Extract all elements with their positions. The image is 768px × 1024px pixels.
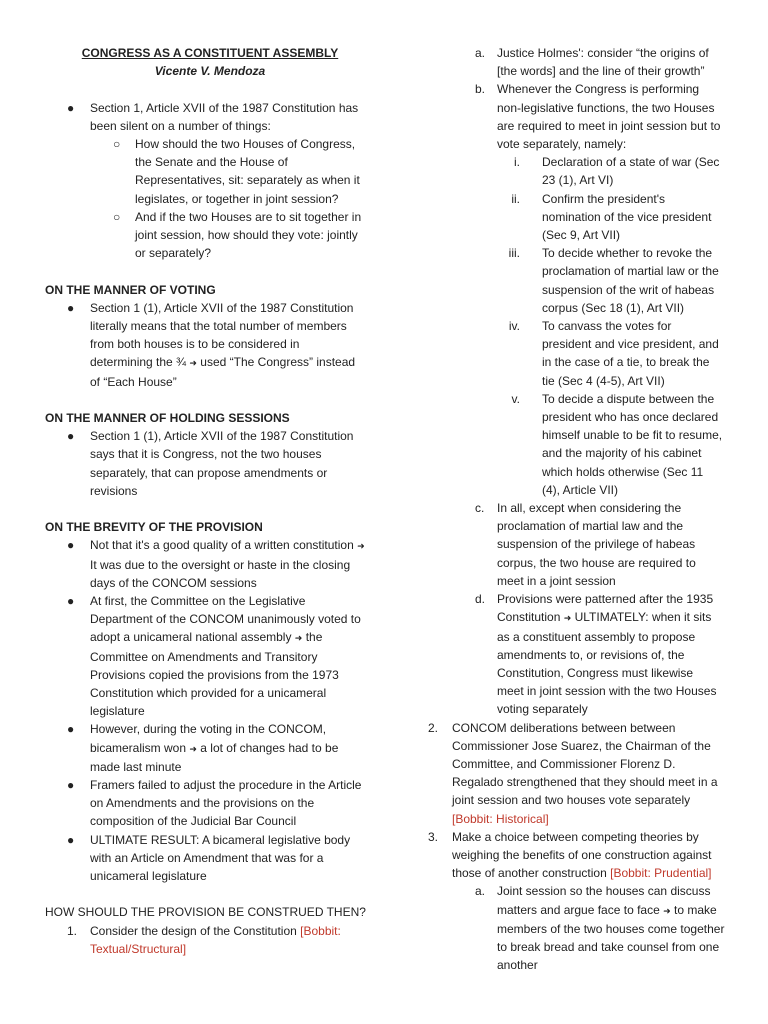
- list-item: [398, 44, 722, 80]
- list-number: 2.: [428, 720, 439, 735]
- bullet-icon: ●: [67, 778, 75, 793]
- roman-text: Declaration of a state of war (Sec 23 (1), Art VI): [542, 155, 720, 188]
- brevity-5: ULTIMATE RESULT: A bicameral legislative body with an Article on Amendment that was for a unicameral legislature: [90, 832, 351, 884]
- roman-numeral: v.: [511, 391, 520, 406]
- brevity-1a: Not that it's a good quality of a written constitution: [90, 538, 354, 553]
- list-item: [45, 299, 360, 391]
- bullet-icon: ●: [67, 594, 75, 609]
- list-letter: a.: [475, 884, 486, 899]
- arrow-icon: ➜: [189, 358, 197, 369]
- roman-numeral: iv.: [508, 319, 520, 334]
- bullet-icon: ●: [67, 832, 75, 847]
- brevity-3a: However, during the voting in the CONCOM, bicameralism won: [90, 722, 327, 755]
- brevity-2a: At first, the Committee on the Legislative Department of the CONCOM unanimously voted to adopt a unicameral national assembly: [90, 594, 361, 645]
- construed-c: In all, except when considering the proclamation of martial law and the suspension of the privilege of habeas corpus, the two house are required to meet in a joint session: [497, 501, 696, 588]
- voting-text-a: Section 1 (1), Article XVII of the 1987 Constitution literally means that the total number of members from both houses is to be considered in determining the ¾: [90, 300, 354, 370]
- roman-numeral: i.: [514, 155, 520, 170]
- list-item: [398, 719, 724, 828]
- brevity-1b: It was due to the oversight or haste in the closing days of the CONCOM sessions: [90, 557, 351, 590]
- list-item: [45, 720, 365, 776]
- list-item: [45, 776, 365, 831]
- construed-heading: HOW SHOULD THE PROVISION BE CONSTRUED THEN?: [45, 905, 366, 920]
- arrow-icon: ➜: [294, 633, 303, 644]
- left-column: [45, 44, 375, 958]
- list-item: [45, 592, 365, 720]
- roman-text: To decide a dispute between the president who has once declared himself unable to be fit to resume, and the majority of his cabinet which holds otherwise (Sec 11 (4), Article VII): [542, 391, 723, 497]
- arrow-icon: ➜: [663, 905, 671, 916]
- roman-text: To decide whether to revoke the proclamation of martial law or the suspension of the writ of habeas corpus (Sec 18 (1), Art VII): [542, 246, 719, 315]
- list-number: 3.: [428, 829, 439, 844]
- arrow-icon: ➜: [563, 613, 572, 624]
- roman-numeral: iii.: [508, 246, 520, 261]
- list-item: [398, 190, 724, 245]
- list-item: [45, 99, 375, 135]
- list-item: [45, 208, 365, 263]
- brevity-heading: ON THE BREVITY OF THE PROVISION: [45, 520, 263, 535]
- construed-3a-b: to make members of the two houses come together to break bread and take counsel from one another: [497, 902, 725, 973]
- bullet-icon: ●: [67, 722, 75, 737]
- list-item: [398, 153, 724, 189]
- list-item: [398, 882, 725, 974]
- hollow-bullet-icon: ○: [113, 209, 121, 224]
- list-item: [398, 828, 724, 883]
- construed-a: Justice Holmes': consider “the origins of [the words] and the line of their growth”: [497, 46, 709, 79]
- document-title: CONGRESS AS A CONSTITUENT ASSEMBLY: [81, 46, 339, 60]
- construed-d-b: ULTIMATELY: when it sits as a constituent assembly to propose amendments to, or revisions of, the Constitution, Congress must likewise meet in joint session with the two Houses voting separately: [497, 610, 717, 717]
- voting-heading: ON THE MANNER OF VOTING: [45, 282, 216, 297]
- sessions-heading: ON THE MANNER OF HOLDING SESSIONS: [45, 411, 290, 426]
- list-item: [45, 135, 365, 208]
- construed-item-3: Make a choice between competing theories by weighing the benefits of one construction against those of another construction: [452, 829, 712, 881]
- arrow-icon: ➜: [189, 743, 197, 754]
- construed-item-1: Consider the design of the Constitution: [90, 923, 297, 938]
- list-letter: c.: [475, 501, 485, 516]
- roman-text: Confirm the president's nomination of the vice president (Sec 9, Art VII): [542, 191, 712, 243]
- list-item: [45, 922, 365, 958]
- document-author: Vicente V. Mendoza: [154, 64, 266, 79]
- bullet-icon: ●: [67, 429, 75, 444]
- hollow-bullet-icon: ○: [113, 137, 121, 151]
- construed-item-2: CONCOM deliberations between between Commissioner Jose Suarez, the Chairman of the Committee, and Commissioner Florenz D. Regalado strengthened that they should meet in a joint session and two houses vote separately: [452, 720, 718, 808]
- sessions-text: Section 1 (1), Article XVII of the 1987 Constitution says that it is Congress, not the two houses separately, that can propose amendments or revisions: [90, 429, 354, 498]
- bullet-icon: ●: [67, 300, 75, 315]
- list-item: [398, 244, 724, 317]
- construed-b: Whenever the Congress is performing non-legislative functions, the two Houses are required to meet in joint session but to vote separately, namely:: [497, 82, 721, 152]
- brevity-2b: the Committee on Amendments and Transitory Provisions copied the provisions from the 1973 Constitution which provided for a unicameral legislature: [90, 630, 339, 719]
- intro-text: Section 1, Article XVII of the 1987 Constitution has been silent on a number of things:: [90, 100, 359, 133]
- arrow-icon: ➜: [357, 541, 365, 552]
- voting-text-b: used “The Congress” instead of “Each House”: [90, 355, 356, 389]
- construed-d-a: Provisions were patterned after the 1935 Constitution: [497, 592, 714, 625]
- roman-text: To canvass the votes for president and vice president, and in the case of a tie, to break the tie (Sec 4 (4-5), Art VII): [542, 319, 719, 388]
- list-item: [45, 536, 365, 592]
- list-item: [398, 80, 722, 153]
- intro-sub-1: How should the two Houses of Congress, the Senate and the House of Representatives, sit: separately as when it legislates, or together in joint session?: [135, 137, 360, 206]
- list-item: [398, 499, 722, 590]
- list-letter: d.: [475, 592, 486, 607]
- list-item: [45, 427, 360, 500]
- intro-sub-2: And if the two Houses are to sit together in joint session, how should they vote: jointly or separately?: [135, 209, 362, 261]
- brevity-3b: a lot of changes had to be made last minute: [90, 740, 339, 774]
- bobbit-tag: [Bobbit: Historical]: [452, 811, 549, 826]
- list-item: [398, 317, 724, 390]
- construed-3a-a: Joint session so the houses can discuss matters and argue face to face: [497, 884, 711, 917]
- list-letter: b.: [475, 82, 486, 97]
- right-column: [398, 44, 734, 974]
- list-item: [45, 831, 365, 886]
- bullet-icon: ●: [67, 100, 75, 115]
- list-letter: a.: [475, 46, 486, 60]
- list-item: [398, 590, 722, 718]
- bobbit-tag: [Bobbit: Textual/Structural]: [90, 923, 341, 956]
- list-item: [398, 390, 724, 499]
- bullet-icon: ●: [67, 538, 75, 553]
- bobbit-tag: [Bobbit: Prudential]: [610, 866, 712, 881]
- list-number: 1.: [67, 923, 78, 938]
- roman-numeral: ii.: [511, 191, 520, 206]
- brevity-4: Framers failed to adjust the procedure in the Article on Amendments and the provisions on the composition of the Judicial Bar Council: [90, 778, 362, 829]
